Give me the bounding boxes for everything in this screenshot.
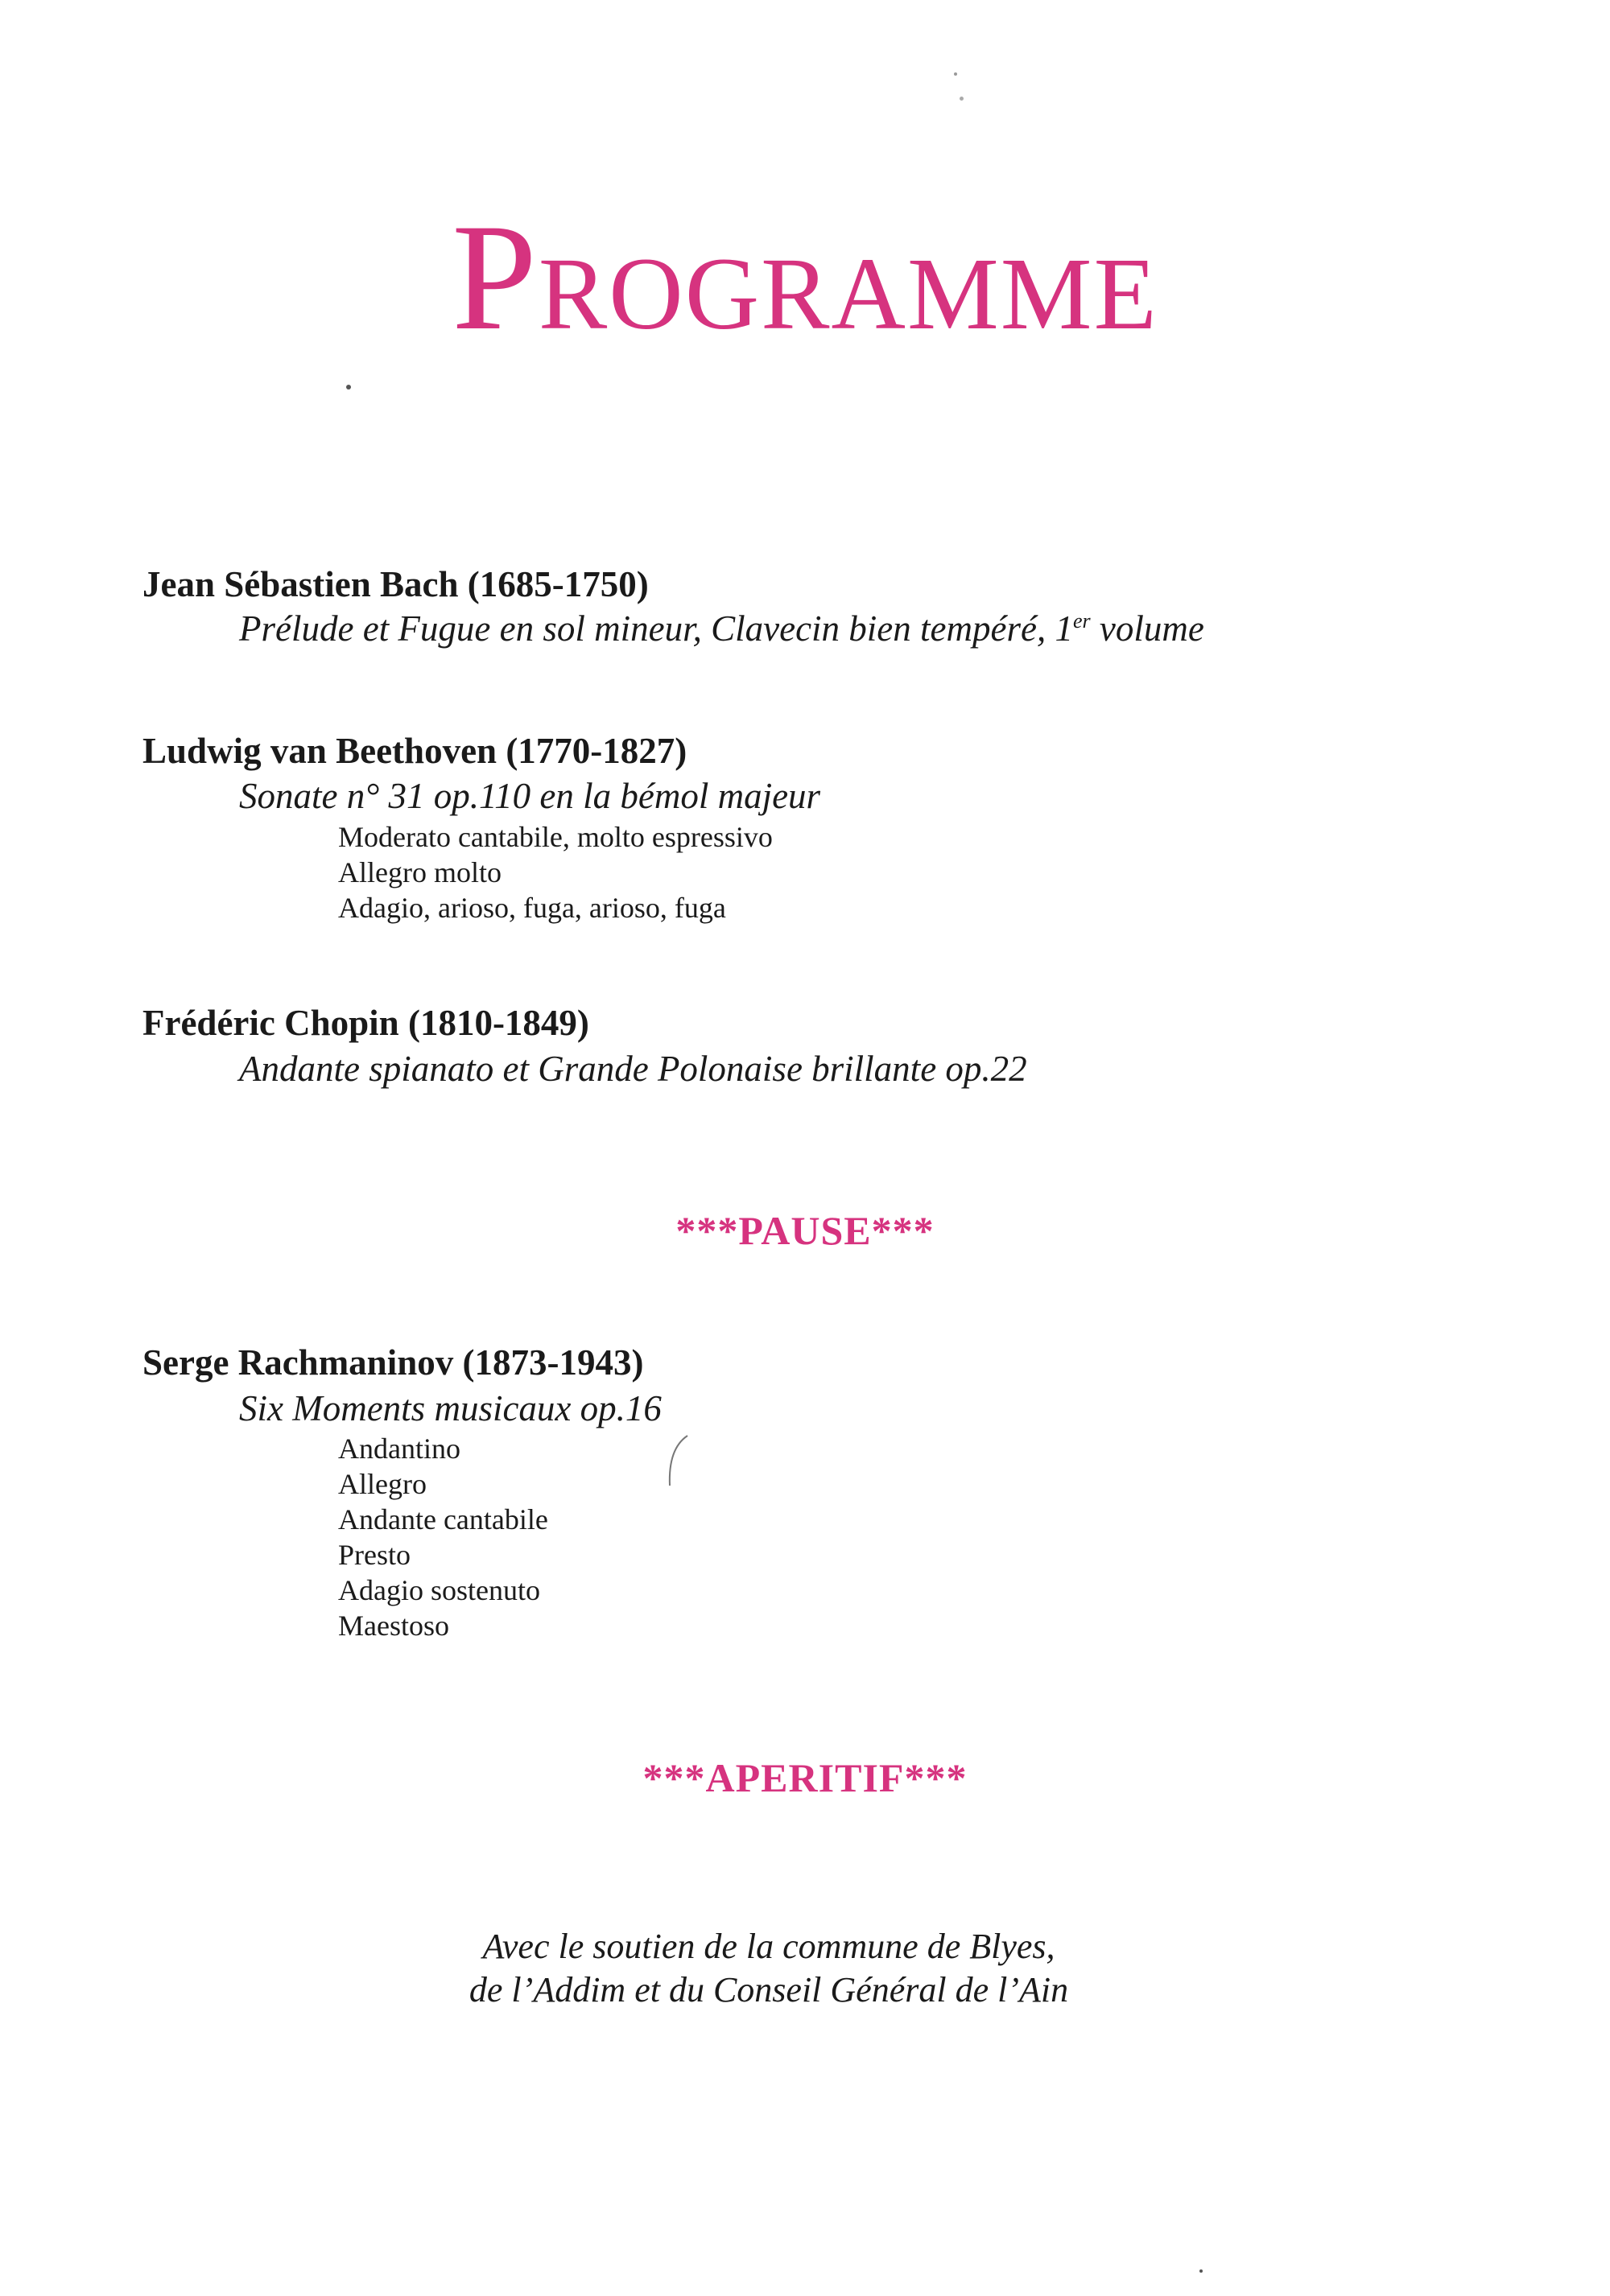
movement-item: Allegro <box>338 1468 427 1500</box>
movement-item: Andante cantabile <box>338 1503 548 1535</box>
support-line: Avec le soutien de la commune de Blyes, <box>482 1927 1055 1966</box>
movement-item: Adagio, arioso, fuga, arioso, fuga <box>338 892 726 924</box>
work-chopin: Andante spianato et Grande Polonaise brillante op.22 <box>239 1049 1027 1089</box>
composer-rachmaninov: Serge Rachmaninov (1873-1943) <box>142 1342 644 1383</box>
scan-speck <box>1199 2269 1203 2273</box>
scan-speck <box>960 97 964 101</box>
movement-item: Adagio sostenuto <box>338 1574 540 1606</box>
aperitif-heading: ***APERITIF*** <box>642 1755 968 1800</box>
composer-bach: Jean Sébastien Bach (1685-1750) <box>142 564 649 604</box>
pause-heading: ***PAUSE*** <box>675 1208 935 1253</box>
scan-speck <box>954 72 957 76</box>
work-beethoven: Sonate n° 31 op.110 en la bémol majeur <box>239 776 821 816</box>
work-rachmaninov: Six Moments musicaux op.16 <box>239 1388 662 1428</box>
support-line: de l’Addim et du Conseil Général de l’Ain <box>469 1970 1069 2010</box>
composer-beethoven: Ludwig van Beethoven (1770-1827) <box>142 731 687 771</box>
scan-speck <box>346 385 351 390</box>
movement-item: Allegro molto <box>338 856 502 888</box>
movement-item: Presto <box>338 1539 411 1571</box>
movement-item: Moderato cantabile, molto espressivo <box>338 821 773 853</box>
movement-item: Maestoso <box>338 1610 449 1642</box>
pen-mark <box>660 1432 692 1489</box>
composer-chopin: Frédéric Chopin (1810-1849) <box>142 1003 589 1043</box>
work-bach: Prélude et Fugue en sol mineur, Clavecin bien tempéré, 1er volume <box>239 608 1204 649</box>
movement-item: Andantino <box>338 1432 460 1465</box>
page-title: PROGRAMME <box>452 193 1158 362</box>
